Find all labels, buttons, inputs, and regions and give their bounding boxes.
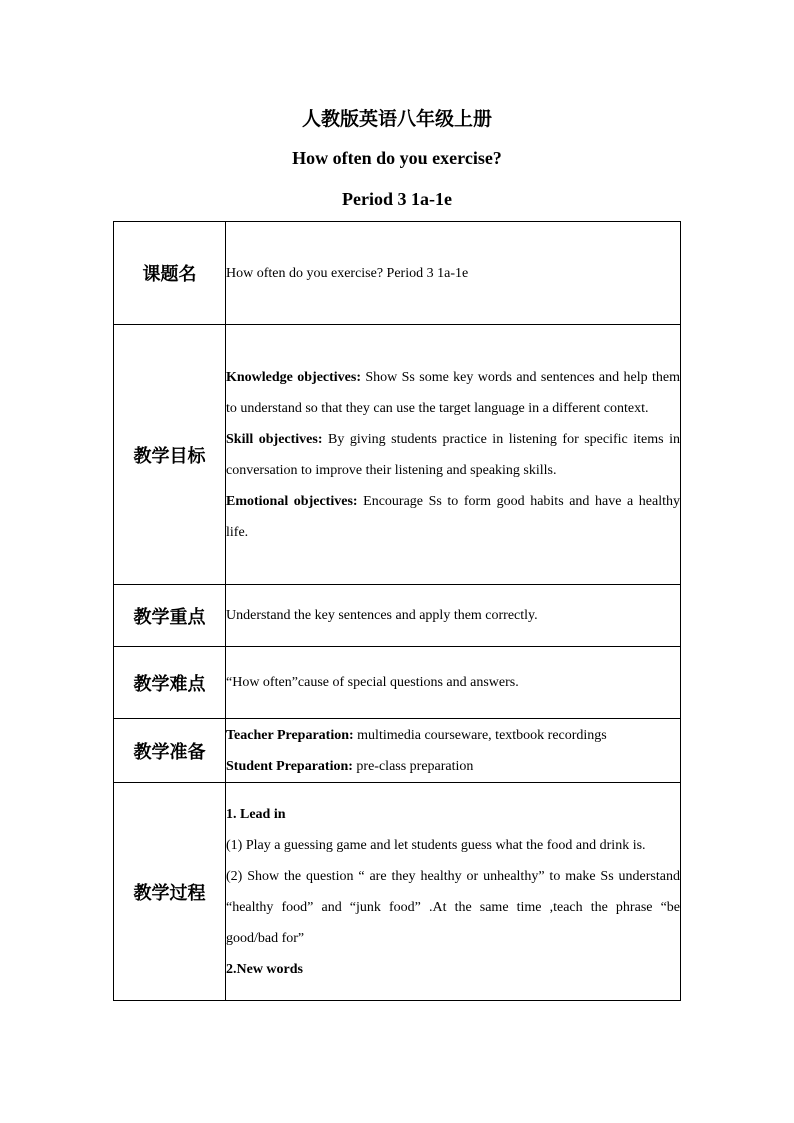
step1-item-b: (2) Show the question “ are they healthy or unhealthy” to make Ss understand “healthy food” and “junk food” .At the same time ,teach the phrase “be good/bad for” [226, 868, 680, 946]
skill-text: By giving students practice in listening for specific items in conversation to improve their listening and speaking skills. [226, 431, 680, 478]
row-label: 教学重点 [114, 585, 226, 647]
student-text: pre-class preparation [352, 758, 474, 774]
row-procedure [114, 783, 681, 1001]
teacher-preparation [226, 720, 680, 751]
emotional-text: Encourage Ss to form good habits and have a healthy life. [226, 493, 680, 540]
lesson-period: Period 3 1a-1e [342, 189, 452, 209]
row-difficulties [114, 647, 681, 719]
step2-heading: 2.New words [226, 961, 303, 977]
row-key-points [114, 585, 681, 647]
knowledge-label: Knowledge objectives: [226, 369, 362, 385]
document-title: 人教版英语八年级上册 [301, 108, 492, 130]
row-label: 教学过程 [114, 783, 226, 1001]
row-preparation [114, 719, 681, 783]
step1-heading: 1. Lead in [226, 806, 286, 822]
preparation-cell [226, 719, 681, 783]
row-label: 教学准备 [114, 719, 226, 783]
row-label: 教学难点 [114, 647, 226, 719]
knowledge-text: Show Ss some key words and sentences and help them to understand so that they can use the target language in a different context. [226, 369, 680, 416]
emotional-objectives [226, 486, 680, 548]
skill-label: Skill objectives: [226, 431, 323, 447]
knowledge-objectives [226, 362, 680, 424]
row-label: 课题名 [114, 222, 226, 325]
student-preparation [226, 751, 680, 782]
row-label: 教学目标 [114, 325, 226, 585]
emotional-label: Emotional objectives: [226, 493, 358, 509]
objectives-cell [226, 325, 681, 585]
teacher-text: multimedia courseware, textbook recordings [353, 727, 607, 743]
row-topic [114, 222, 681, 325]
procedure-cell [226, 783, 681, 1001]
key-points-text: Understand the key sentences and apply them correctly. [226, 585, 681, 647]
student-label: Student Preparation: [226, 758, 353, 774]
step1-item-a: (1) Play a guessing game and let students guess what the food and drink is. [226, 837, 646, 853]
skill-objectives [226, 424, 680, 486]
lesson-plan-table [113, 221, 681, 1001]
teacher-label: Teacher Preparation: [226, 727, 354, 743]
lesson-subtitle: How often do you exercise? [292, 148, 502, 168]
topic-text: How often do you exercise? Period 3 1a-1e [226, 222, 681, 325]
row-objectives [114, 325, 681, 585]
difficulties-text: “How often”cause of special questions and answers. [226, 647, 681, 719]
